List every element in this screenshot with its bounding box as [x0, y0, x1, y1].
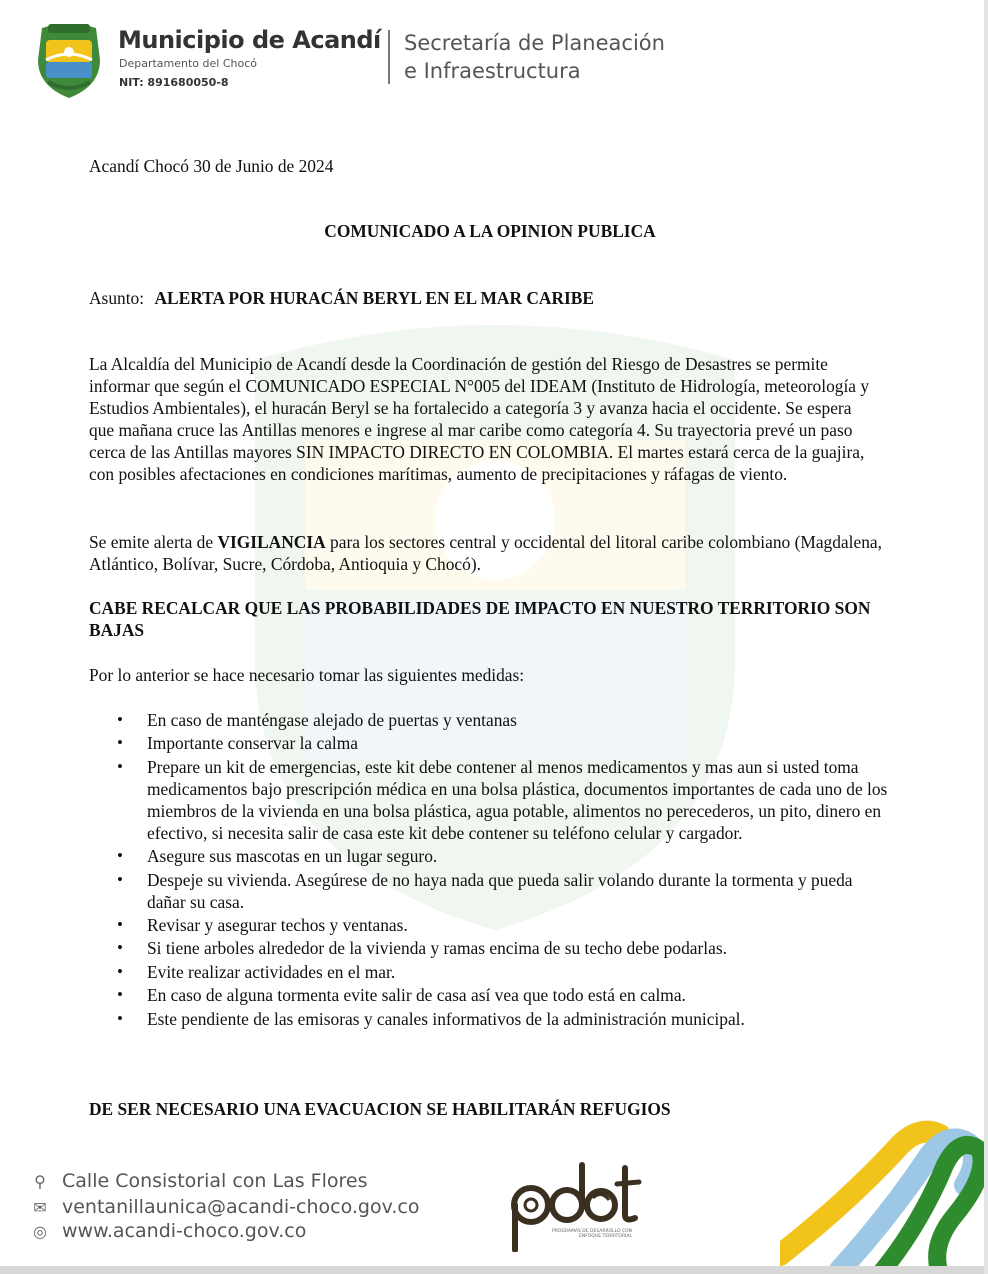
- measures-intro: Por lo anterior se hace necesario tomar las siguientes medidas:: [89, 665, 525, 685]
- list-item: • En caso de alguna tormenta evite salir de casa así vea que todo está en calma.: [89, 984, 889, 1006]
- bottom-edge: [0, 1266, 988, 1274]
- subject-value: ALERTA POR HURACÁN BERYL EN EL MAR CARIBE: [154, 288, 594, 308]
- list-item: • Este pendiente de las emisoras y canales informativos de la administración municipal.: [89, 1008, 889, 1030]
- emphasis-statement: CABE RECALCAR QUE LAS PROBABILIDADES DE IMPACTO EN NUESTRO TERRITORIO SON BAJAS: [89, 598, 871, 640]
- municipal-shield-icon: [32, 20, 106, 100]
- list-item: • Prepare un kit de emergencias, este kit debe contener al menos medicamentos y mas aun si usted toma medicamentos bajo prescripción médica en una bolsa plástica, documentos importantes de cada uno de los miembros de la vivienda en una bolsa plástica, agua potable, alimentos no perecederos, un pito, dinero en efectivo, si necesita salir de casa este kit debe contener su teléfono celular y cargador.: [89, 756, 889, 844]
- alert-level: VIGILANCIA: [217, 532, 326, 552]
- list-item: • Importante conservar la calma: [89, 732, 889, 754]
- pdet-caption: PROGRAMAS DE DESARROLLO CON ENFOQUE TERRITORIAL: [552, 1229, 632, 1239]
- secretaria-name: [404, 29, 665, 85]
- footer-website[interactable]: [30, 1220, 306, 1242]
- right-edge: [984, 0, 988, 1274]
- decorative-ribbon-icon: [780, 1105, 988, 1274]
- paragraph-intro: La Alcaldía del Municipio de Acandí desde la Coordinación de gestión del Riesgo de Desastres se permite informar que según el COMUNICADO ESPECIAL N°005 del IDEAM (Instituto de Hidrología, meteorología y Estudios Ambientales), el huracán Beryl se ha fortalecido a categoría 3 y avanza hacia el occidente. Se espera que mañana cruce las Antillas menores e ingrese al mar caribe como categoría 4. Su trayectoria prevé un paso cerca de las Antillas mayores SIN IMPACTO DIRECTO EN COLOMBIA. El martes estará cerca de la guajira, con posibles afectaciones en condiciones marítimas, aumento de precipitaciones y ráfagas de viento.: [89, 354, 870, 484]
- measures-list: [89, 709, 889, 1031]
- email-text[interactable]: ventanillaunica@acandi-choco.gov.co: [62, 1196, 420, 1218]
- paragraph-alert: [89, 531, 889, 575]
- list-item: • Si tiene arboles alrededor de la vivienda y ramas encima de su techo debe podarlas.: [89, 937, 889, 959]
- subject-label: Asunto:: [89, 288, 145, 308]
- org-department: Departamento del Chocó: [119, 57, 257, 70]
- document-title: COMUNICADO A LA OPINION PUBLICA: [324, 221, 656, 241]
- envelope-icon: ✉: [33, 1198, 47, 1217]
- closing-statement: DE SER NECESARIO UNA EVACUACION SE HABILITARÁN REFUGIOS: [89, 1099, 671, 1119]
- list-item: • Evite realizar actividades en el mar.: [89, 961, 889, 983]
- globe-icon: ◎: [33, 1222, 47, 1241]
- document-date: Acandí Chocó 30 de Junio de 2024: [89, 156, 334, 176]
- header-divider: [388, 30, 390, 84]
- secretaria-line-1: Secretaría de Planeación: [404, 31, 665, 55]
- org-name: Municipio de Acandí: [118, 26, 381, 54]
- secretaria-line-2: e Infraestructura: [404, 59, 581, 83]
- location-pin-icon: ⚲: [34, 1172, 46, 1191]
- list-item: • Asegure sus mascotas en un lugar seguro.: [89, 845, 889, 867]
- alert-text-pre: Se emite alerta de: [89, 532, 214, 552]
- subject-line: [89, 287, 594, 309]
- list-item: • Despeje su vivienda. Asegúrese de no haya nada que pueda salir volando durante la tormenta y pueda dañar su casa.: [89, 869, 889, 913]
- alert-text-post: para los sectores central y occidental del litoral caribe colombiano (Magdalena, Atlántico, Bolívar, Sucre, Córdoba, Antioquia y Chocó).: [89, 532, 882, 574]
- footer-address: [30, 1170, 367, 1192]
- list-item: • En caso de manténgase alejado de puertas y ventanas: [89, 709, 889, 731]
- footer-email[interactable]: [30, 1196, 419, 1218]
- website-text[interactable]: www.acandi-choco.gov.co: [62, 1220, 307, 1242]
- org-nit: NIT: 891680050-8: [119, 76, 229, 89]
- list-item: • Revisar y asegurar techos y ventanas.: [89, 914, 889, 936]
- address-text: Calle Consistorial con Las Flores: [62, 1170, 368, 1192]
